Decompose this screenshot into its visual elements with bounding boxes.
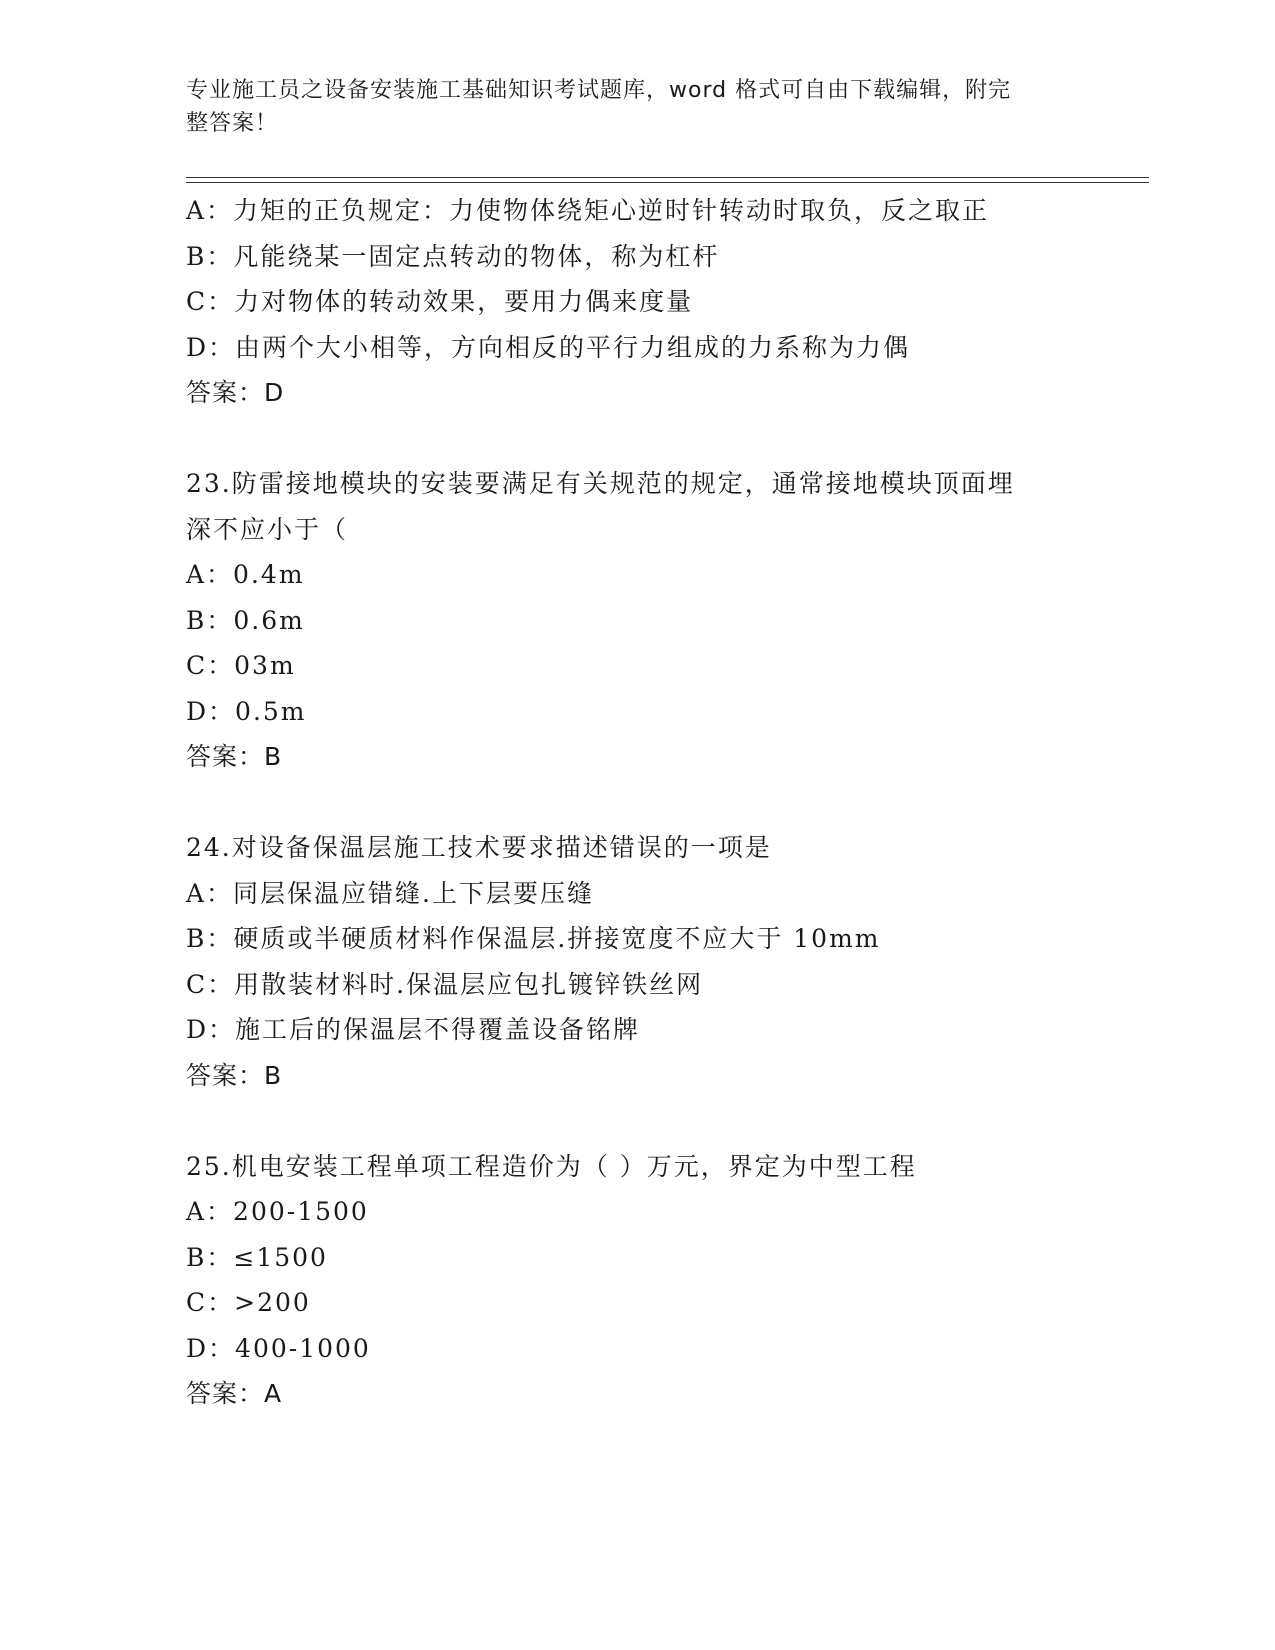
option-c: C：用散装材料时.保温层应包扎镀锌铁丝网 xyxy=(186,969,704,999)
header-title-line-1: 专业施工员之设备安装施工基础知识考试题库，word 格式可自由下载编辑，附完 xyxy=(186,78,1012,103)
option-a: A：200-1500 xyxy=(186,1197,369,1226)
question-25 xyxy=(186,1144,1146,1417)
question-list xyxy=(186,188,1146,1417)
question-24 xyxy=(186,825,1146,1098)
option-b: B：凡能绕某一固定点转动的物体，称为杠杆 xyxy=(186,241,720,271)
header-divider-top xyxy=(186,177,1149,178)
answer: 答案：B xyxy=(186,1060,283,1090)
answer: 答案：D xyxy=(186,378,285,407)
question-stem: 24.对设备保温层施工技术要求描述错误的一项是 xyxy=(186,833,772,862)
question-23 xyxy=(186,461,1146,780)
answer: 答案：A xyxy=(186,1379,283,1408)
spacer xyxy=(186,780,1146,826)
question-stem-line-2: 深不应小于（ xyxy=(186,514,349,544)
question-stem: 25.机电安装工程单项工程造价为（ ）万元，界定为中型工程 xyxy=(186,1151,917,1181)
header-divider-bottom xyxy=(186,182,1149,183)
answer: 答案：B xyxy=(186,742,283,771)
option-a: A：0.4m xyxy=(186,560,305,589)
document-header xyxy=(186,74,1066,140)
option-b: B：≤1500 xyxy=(186,1242,328,1272)
question-stem-line-1: 23.防雷接地模块的安装要满足有关规范的规定，通常接地模块顶面埋 xyxy=(186,469,1015,498)
option-a: A：同层保温应错缝.上下层要压缝 xyxy=(186,878,595,908)
option-d: D：由两个大小相等，方向相反的平行力组成的力系称为力偶 xyxy=(186,332,911,362)
header-title-line-2: 整答案！ xyxy=(186,111,279,136)
option-c: C：>200 xyxy=(186,1288,311,1317)
option-d: D：400-1000 xyxy=(186,1333,371,1363)
option-d: D：0.5m xyxy=(186,696,307,726)
spacer xyxy=(186,1098,1146,1144)
spacer xyxy=(186,416,1146,462)
option-b: B：0.6m xyxy=(186,605,305,635)
option-c: C：力对物体的转动效果，要用力偶来度量 xyxy=(186,287,694,316)
option-b: B：硬质或半硬质材料作保温层.拼接宽度不应大于 10mm xyxy=(186,924,881,953)
option-a: A：力矩的正负规定：力使物体绕矩心逆时针转动时取负，反之取正 xyxy=(186,196,990,225)
option-d: D：施工后的保温层不得覆盖设备铭牌 xyxy=(186,1015,641,1044)
question-22 xyxy=(186,188,1146,416)
option-c: C：03m xyxy=(186,651,296,680)
